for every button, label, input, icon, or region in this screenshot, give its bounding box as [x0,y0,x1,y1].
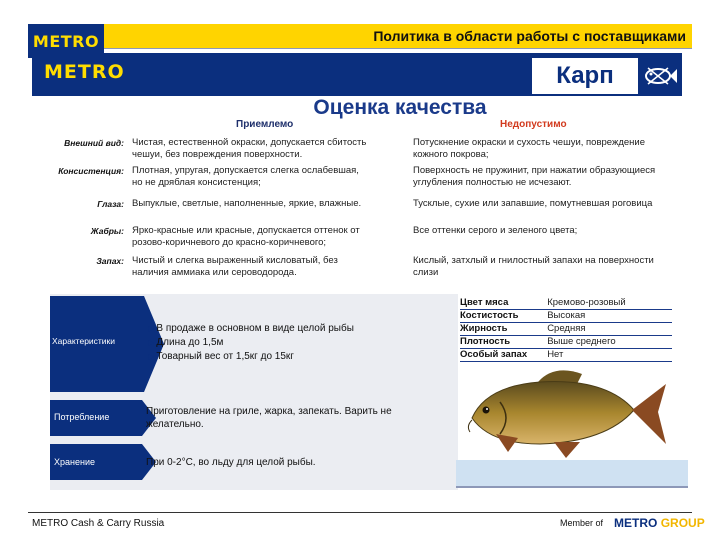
fish-icon [640,58,678,94]
property-value: Нет [547,349,564,360]
header-divider [104,48,692,49]
table-row [460,310,672,323]
list-item: ▶ Длина до 1,5м [148,336,448,350]
table-row [460,297,672,310]
row-acceptable: Чистая, естественной окраски, допускается сбитость чешуи, без повреждения поверхности. [132,137,367,160]
footer-divider [28,512,692,513]
map-strip [456,460,688,488]
row-label: Запах: [96,256,124,266]
row-acceptable: Плотная, упругая, допускается слегка ослабевшая, но не дряблая консистенция; [132,165,359,188]
characteristics-label: Характеристики [52,336,116,346]
group-logo-metro: METRO [614,516,658,530]
column-header-acceptable: Приемлемо [236,119,294,130]
metro-logo: METRO [28,24,104,58]
section-heading: Оценка качества [313,96,487,119]
property-value: Средняя [547,323,586,334]
page-title: Политика в области работы с поставщиками [373,28,686,44]
carp-illustration [456,360,672,460]
property-key: Жирность [460,323,508,334]
row-acceptable: Чистый и слегка выраженный кисловатый, без наличия аммиака или сероводорода. [132,255,338,278]
storage-text: При 0-2°С, во льду для целой рыбы. [146,457,316,468]
row-unacceptable: Поверхность не пружинит, при нажатии образующиеся углубления полностью не исчезают. [413,165,656,188]
list-item: ▶ Товарный вес от 1,5кг до 15кг [148,350,448,364]
slide-metro-logo: METRO [44,61,125,83]
table-row [460,336,672,349]
storage-label: Хранение [54,457,95,467]
list-item: ▶ В продаже в основном в виде целой рыбы [148,322,448,336]
characteristics-list [148,322,448,364]
consumption-label: Потребление [54,412,110,422]
property-value: Кремово-розовый [547,297,626,308]
property-value: Высокая [547,310,586,321]
column-header-unacceptable: Недопустимо [500,119,567,130]
footer-company: METRO Cash & Carry Russia [32,518,165,529]
row-unacceptable: Потускнение окраски и сухость чешуи, повреждение кожного покрова; [413,137,645,160]
row-label: Внешний вид: [64,138,124,148]
map-divider [456,486,688,488]
table-row [460,323,672,336]
property-key: Плотность [460,336,511,347]
metro-group-logo [614,516,705,530]
row-acceptable: Ярко-красные или красные, допускается оттенок от розово-коричневого до красно-коричневого; [132,225,360,248]
group-logo-group: GROUP [660,516,705,530]
row-unacceptable: Тусклые, сухие или запавшие, помутневшая роговица [413,198,653,209]
product-title: Карп [532,58,638,94]
row-label: Жабры: [90,226,124,236]
row-acceptable: Выпуклые, светлые, наполненные, яркие, влажные. [132,198,362,209]
property-value: Выше среднего [547,336,616,347]
properties-table [460,297,672,362]
footer-member-of: Member of [560,518,604,528]
property-key: Цвет мяса [460,297,509,308]
row-unacceptable: Кислый, затхлый и гнилостный запахи на поверхности слизи [413,255,654,278]
row-label: Консистенция: [58,166,124,176]
property-key: Костистость [460,310,519,321]
row-label: Глаза: [97,199,124,209]
consumption-text: Приготовление на гриле, жарка, запекать. Варить не желательно. [146,406,392,430]
row-unacceptable: Все оттенки серого и зеленого цвета; [413,225,578,236]
property-key: Особый запах [460,349,528,360]
